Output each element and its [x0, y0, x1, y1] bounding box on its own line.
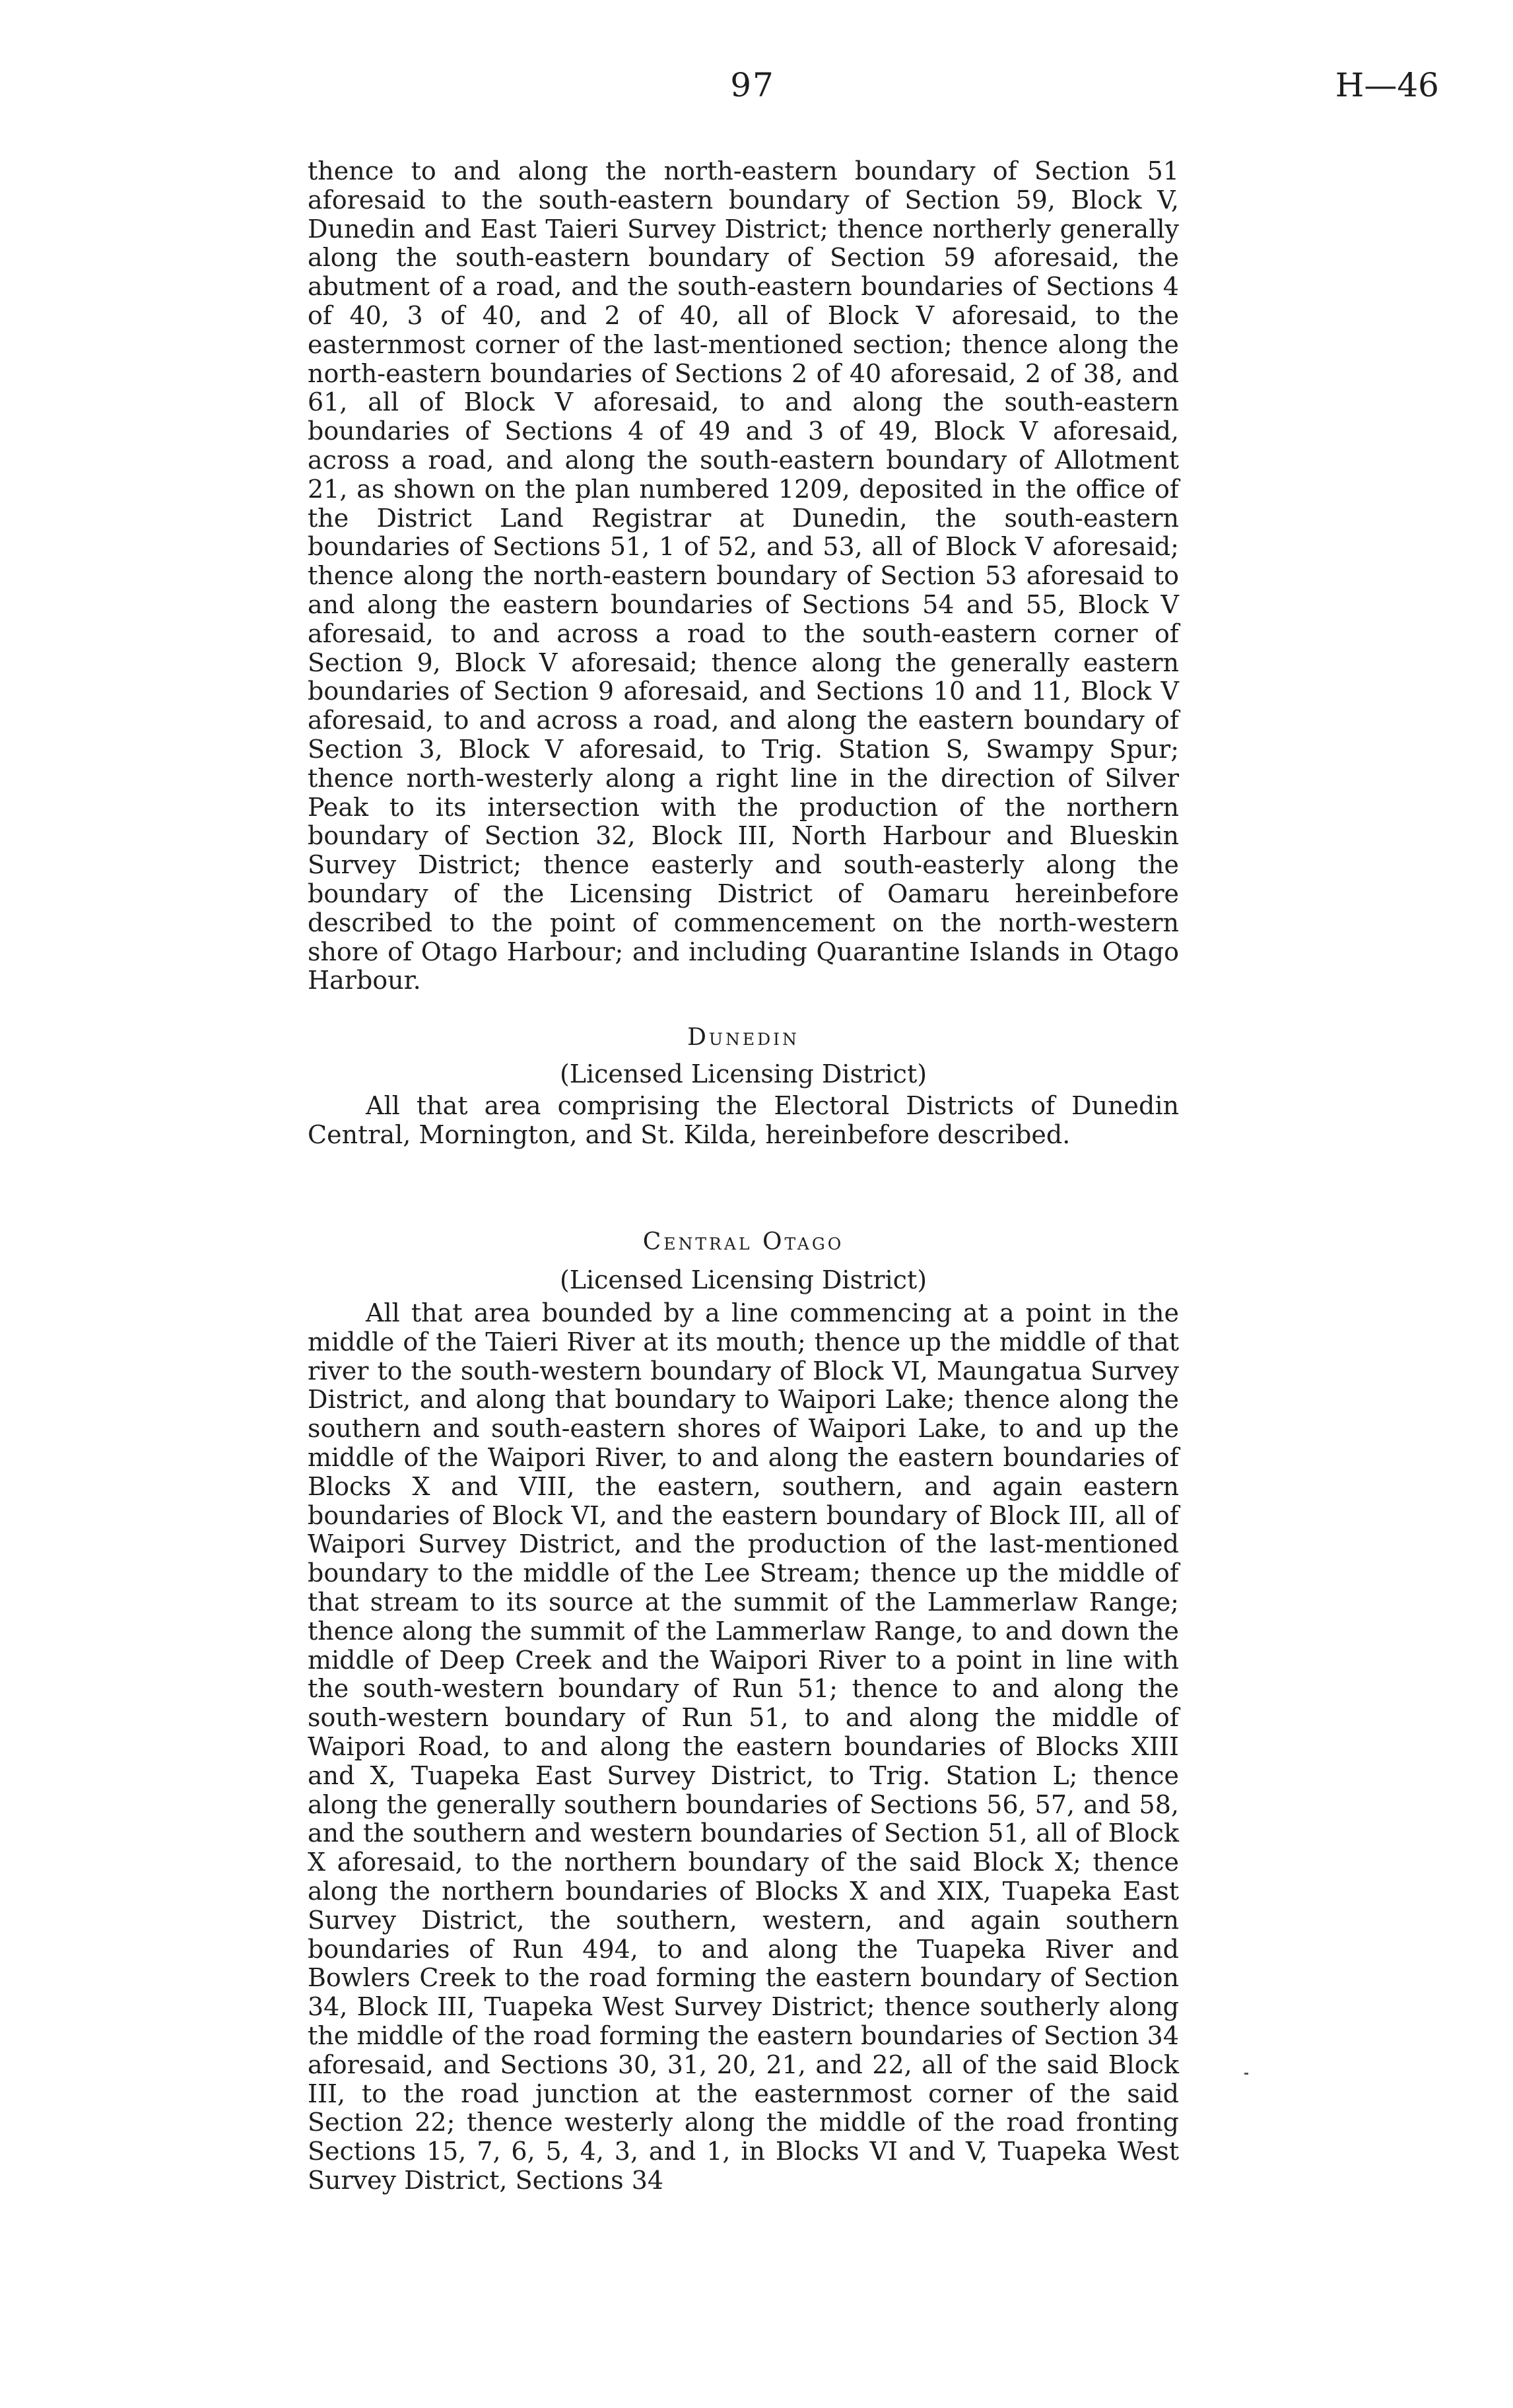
section-body-central-otago: All that area bounded by a line commencing at a point in the middle of the Taieri River at its mouth; thence up the middle of that river to the south-western boundary of Block VI, Maungatua Survey District, and along that boundary to Waipori Lake; thence along the southern and south-eastern shores of Waipori Lake, to and up the middle of the Waipori River, to and along the eastern boundaries of Blocks X and VIII, the eastern, southern, and again eastern boundaries of Block VI, and the eastern boundary of Block III, all of Waipori Survey District, and the production of the last-mentioned boundary to the middle of the Lee Stream; thence up the middle of that stream to its source at the summit of the Lammerlaw Range; thence along the summit of the Lammerlaw Range, to and down the middle of Deep Creek and the Waipori River to a point in line with the south-western boundary of Run 51; thence to and along the south-western boundary of Run 51, to and along the middle of Waipori Road, to and along the eastern boundaries of Blocks XIII and X, Tuapeka East Survey District, to Trig. Station L; thence along the generally southern boundaries of Sections 56, 57, and 58, and the southern and western boundaries of Section 51, all of Block X aforesaid, to the northern boundary of the said Block X; thence along the northern boundaries of Blocks X and XIX, Tuapeka East Survey District, the southern, western, and again southern boundaries of Run 494, to and along the Tuapeka River and Bowlers Creek to the road forming the eastern boundary of Section 34, Block III, Tuapeka West Survey District; thence southerly along the middle of the road forming the eastern boundaries of Section 34 aforesaid, and Sections 30, 31, 20, 21, and 22, all of the said Block III, to the road junction at the easternmost corner of the said Section 22; thence westerly along the middle of the road fronting Sections 15, 7, 6, 5, 4, 3, and 1, in Blocks VI and V, Tuapeka West Survey District, Sections 34	[308, 1298, 1179, 2195]
section-dunedin	[308, 1023, 1179, 1150]
section-subheading-central-otago: (Licensed Licensing District)	[559, 1265, 927, 1294]
section-heading-dunedin: Dunedin	[687, 1024, 799, 1051]
margin-mark	[1244, 2073, 1248, 2075]
document-reference: H—46	[1335, 66, 1439, 104]
continued-boundary-description	[308, 157, 1179, 995]
section-central-otago	[308, 1228, 1179, 2195]
section-subheading-dunedin: (Licensed Licensing District)	[559, 1059, 927, 1088]
intro-paragraph: thence to and along the north-eastern boundary of Section 51 aforesaid to the south-eastern boundary of Section 59, Block V, Dunedin and East Taieri Survey District; thence northerly generally along the south-eastern boundary of Section 59 aforesaid, the abutment of a road, and the south-eastern boundaries of Sections 4 of 40, 3 of 40, and 2 of 40, all of Block V aforesaid, to the easternmost corner of the last-mentioned section; thence along the north-eastern boundaries of Sections 2 of 40 aforesaid, 2 of 38, and 61, all of Block V aforesaid, to and along the south-eastern boundaries of Sections 4 of 49 and 3 of 49, Block V aforesaid, across a road, and along the south-eastern boundary of Allotment 21, as shown on the plan numbered 1209, deposited in the office of the District Land Registrar at Dunedin, the south-eastern boundaries of Sections 51, 1 of 52, and 53, all of Block V aforesaid; thence along the north-eastern boundary of Section 53 aforesaid to and along the eastern boundaries of Sections 54 and 55, Block V aforesaid, to and across a road to the south-eastern corner of Section 9, Block V aforesaid; thence along the generally eastern boundaries of Section 9 aforesaid, and Sections 10 and 11, Block V aforesaid, to and across a road, and along the eastern boundary of Section 3, Block V aforesaid, to Trig. Station S, Swampy Spur; thence north-westerly along a right line in the direction of Silver Peak to its intersection with the production of the northern boundary of Section 32, Block III, North Harbour and Blueskin Survey District; thence easterly and south-easterly along the boundary of the Licensing District of Oamaru hereinbefore described to the point of commencement on the north-western shore of Otago Harbour; and including Quarantine Islands in Otago Harbour.	[308, 156, 1179, 995]
section-heading-central-otago: Central Otago	[642, 1228, 844, 1255]
page-number: 97	[730, 66, 775, 104]
section-body-dunedin: All that area comprising the Electoral Districts of Dunedin Central, Mornington, and St. Kilda, hereinbefore described.	[308, 1091, 1179, 1149]
